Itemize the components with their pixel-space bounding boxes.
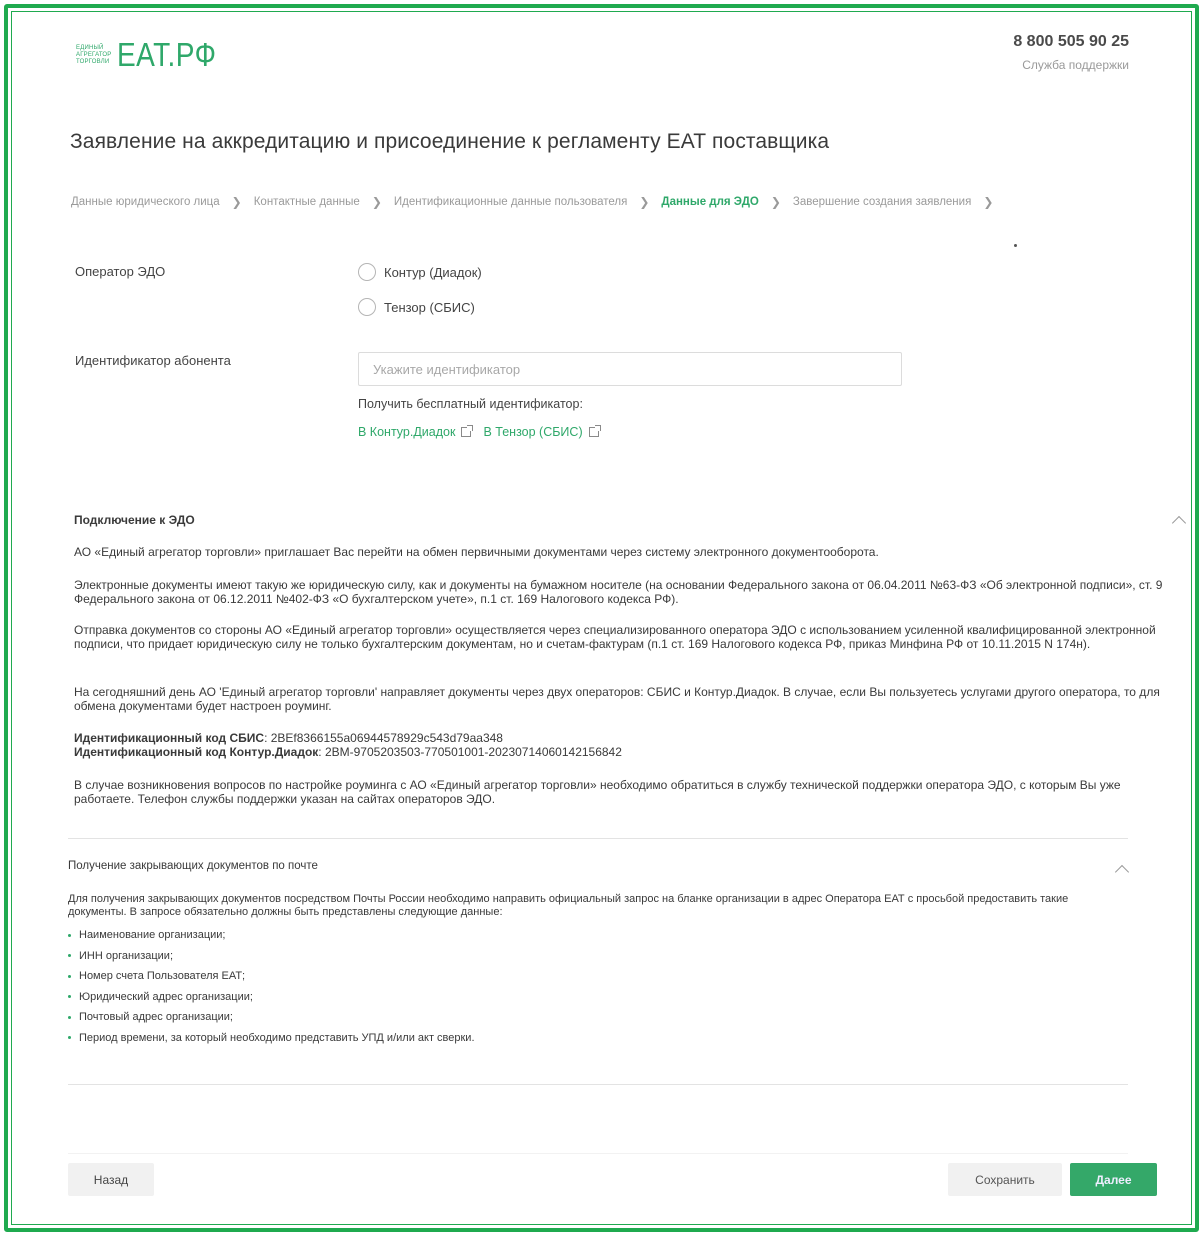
list-item-text: Номер счета Пользователя ЕАТ; [79, 970, 246, 983]
mail-section-title[interactable]: Получение закрывающих документов по почте [68, 860, 318, 872]
bullet-icon [68, 1036, 71, 1039]
support-label: Служба поддержки [1022, 58, 1129, 72]
link-kontur-diadoc-label: В Контур.Диадок [358, 425, 456, 439]
radio-kontur[interactable] [358, 263, 482, 281]
bullet-icon [68, 995, 71, 998]
logo-tagline [76, 45, 112, 66]
link-tensor-sbis-label: В Тензор (СБИС) [483, 425, 583, 439]
breadcrumb-item-finish[interactable]: Завершение создания заявления [792, 196, 972, 208]
section-divider [68, 1084, 1128, 1085]
edo-code-diadoc [74, 745, 1189, 759]
link-tensor-sbis[interactable] [483, 425, 598, 439]
logo-tagline-line: ЕДИНЫЙ [76, 44, 104, 51]
logo[interactable] [76, 38, 233, 72]
subscriber-id-label: Идентификатор абонента [75, 353, 231, 368]
chevron-right-icon: ❯ [371, 195, 382, 209]
logo-tagline-line: АГРЕГАТОР [76, 51, 112, 58]
page-title: Заявление на аккредитацию и присоединение к регламенту ЕАТ поставщика [70, 130, 830, 153]
edo-paragraph: Отправка документов со стороны АО «Единый агрегатор торговли» осуществляется через специализированного оператора ЭДО с использованием усиленной квалифицированной электронной подписи, что придает юридическую силу не только бухгалтерским документам, но и счетам-фактурам (п.1 ст. 169 Налогового кодекса РФ, приказ Минфина РФ от 10.11.2015 N 174н). [74, 623, 1156, 651]
chevron-right-icon: ❯ [231, 195, 242, 209]
list-item-text: Период времени, за который необходимо представить УПД и/или акт сверки. [79, 1031, 475, 1044]
list-item [68, 946, 475, 967]
list-item [68, 925, 475, 946]
stray-dot [1014, 244, 1017, 247]
list-item-text: Почтовый адрес организации; [79, 1011, 233, 1024]
list-item-text: ИНН организации; [79, 949, 173, 962]
save-button[interactable]: Сохранить [948, 1163, 1062, 1196]
section-divider [68, 838, 1128, 839]
operator-label: Оператор ЭДО [75, 264, 166, 279]
edo-paragraph: АО «Единый агрегатор торговли» приглашает Вас перейти на обмен первичными документами через систему электронного документооборота. [74, 545, 879, 559]
radio-tensor[interactable] [358, 298, 475, 316]
chevron-right-icon: ❯ [770, 195, 781, 209]
subscriber-id-input[interactable] [358, 352, 902, 386]
logo-tagline-line: ТОРГОВЛИ [76, 58, 110, 65]
footer-divider [68, 1153, 1128, 1154]
support-phone[interactable]: 8 800 505 90 25 [1013, 33, 1129, 50]
mail-intro: Для получения закрывающих документов посредством Почты России необходимо направить официальный запрос на бланке организации в адрес Оператора ЕАТ с просьбой предоставить такие документы. В запросе обязательно должны быть представлены следующие данные: [68, 893, 1069, 918]
list-item [68, 1028, 475, 1049]
list-item [68, 1007, 475, 1028]
list-item-text: Наименование организации; [79, 929, 226, 942]
edo-paragraph: Электронные документы имеют такую же юридическую силу, как и документы на бумажном носителе (на основании Федерального закона от 06.04.2011 №63-ФЗ «Об электронной подписи», ст. 9 Федерального закона от 06.12.2011 №402-ФЗ «О бухгалтерском учете», п.1 ст. 169 Налогового кодекса РФ). [74, 578, 1163, 606]
get-free-id-label: Получить бесплатный идентификатор: [358, 397, 583, 411]
radio-circle-icon[interactable] [358, 298, 376, 316]
back-button[interactable]: Назад [68, 1163, 154, 1196]
edo-code-sbis-value: : 2BEf8366155a06944578929c543d79aa348 [264, 731, 503, 745]
radio-tensor-label: Тензор (СБИС) [384, 299, 475, 315]
support-block [1013, 32, 1129, 72]
breadcrumb-item-legal-entity[interactable]: Данные юридического лица [71, 196, 220, 208]
breadcrumb-item-edo-data[interactable]: Данные для ЭДО [661, 196, 759, 208]
bullet-icon [68, 975, 71, 978]
edo-code-diadoc-value: : 2BM-9705203503-770501001-20230714060142156842 [318, 745, 622, 759]
edo-code-sbis [74, 731, 1189, 745]
logo-wordmark: ЕАТ.РФ [116, 36, 216, 73]
breadcrumb [71, 195, 1005, 209]
list-item [68, 966, 475, 987]
bullet-icon [68, 934, 71, 937]
mail-requirements-list [68, 925, 475, 1048]
breadcrumb-item-contacts[interactable]: Контактные данные [253, 196, 360, 208]
edo-code-diadoc-label: Идентификационный код Контур.Диадок [74, 745, 319, 759]
bullet-icon [68, 954, 71, 957]
external-link-icon [589, 427, 599, 437]
edo-closing-paragraph: В случае возникновения вопросов по настройке роуминга с АО «Единый агрегатор торговли» необходимо обратиться в службу технической поддержки оператора ЭДО, с которым Вы уже работаете. Телефон службы поддержки указан на сайтах операторов ЭДО. [74, 778, 1121, 806]
chevron-right-icon: ❯ [639, 195, 650, 209]
bullet-icon [68, 1016, 71, 1019]
link-kontur-diadoc[interactable] [358, 425, 471, 439]
list-item [68, 987, 475, 1008]
radio-circle-icon[interactable] [358, 263, 376, 281]
chevron-right-icon: ❯ [983, 195, 994, 209]
provider-links [358, 425, 599, 439]
breadcrumb-item-user-identification[interactable]: Идентификационные данные пользователя [393, 196, 628, 208]
next-button[interactable]: Далее [1070, 1163, 1157, 1196]
edo-paragraph: На сегодняшний день АО 'Единый агрегатор торговли' направляет документы через двух операторов: СБИС и Контур.Диадок. В случае, если Вы пользуетесь услугами другого оператора, то для обмена документами будет настроен роуминг. [74, 685, 1160, 713]
list-item-text: Юридический адрес организации; [79, 990, 253, 1003]
edo-code-sbis-label: Идентификационный код СБИС [74, 731, 265, 745]
edo-section-title[interactable]: Подключение к ЭДО [74, 513, 195, 527]
radio-kontur-label: Контур (Диадок) [384, 264, 482, 280]
external-link-icon [461, 427, 471, 437]
